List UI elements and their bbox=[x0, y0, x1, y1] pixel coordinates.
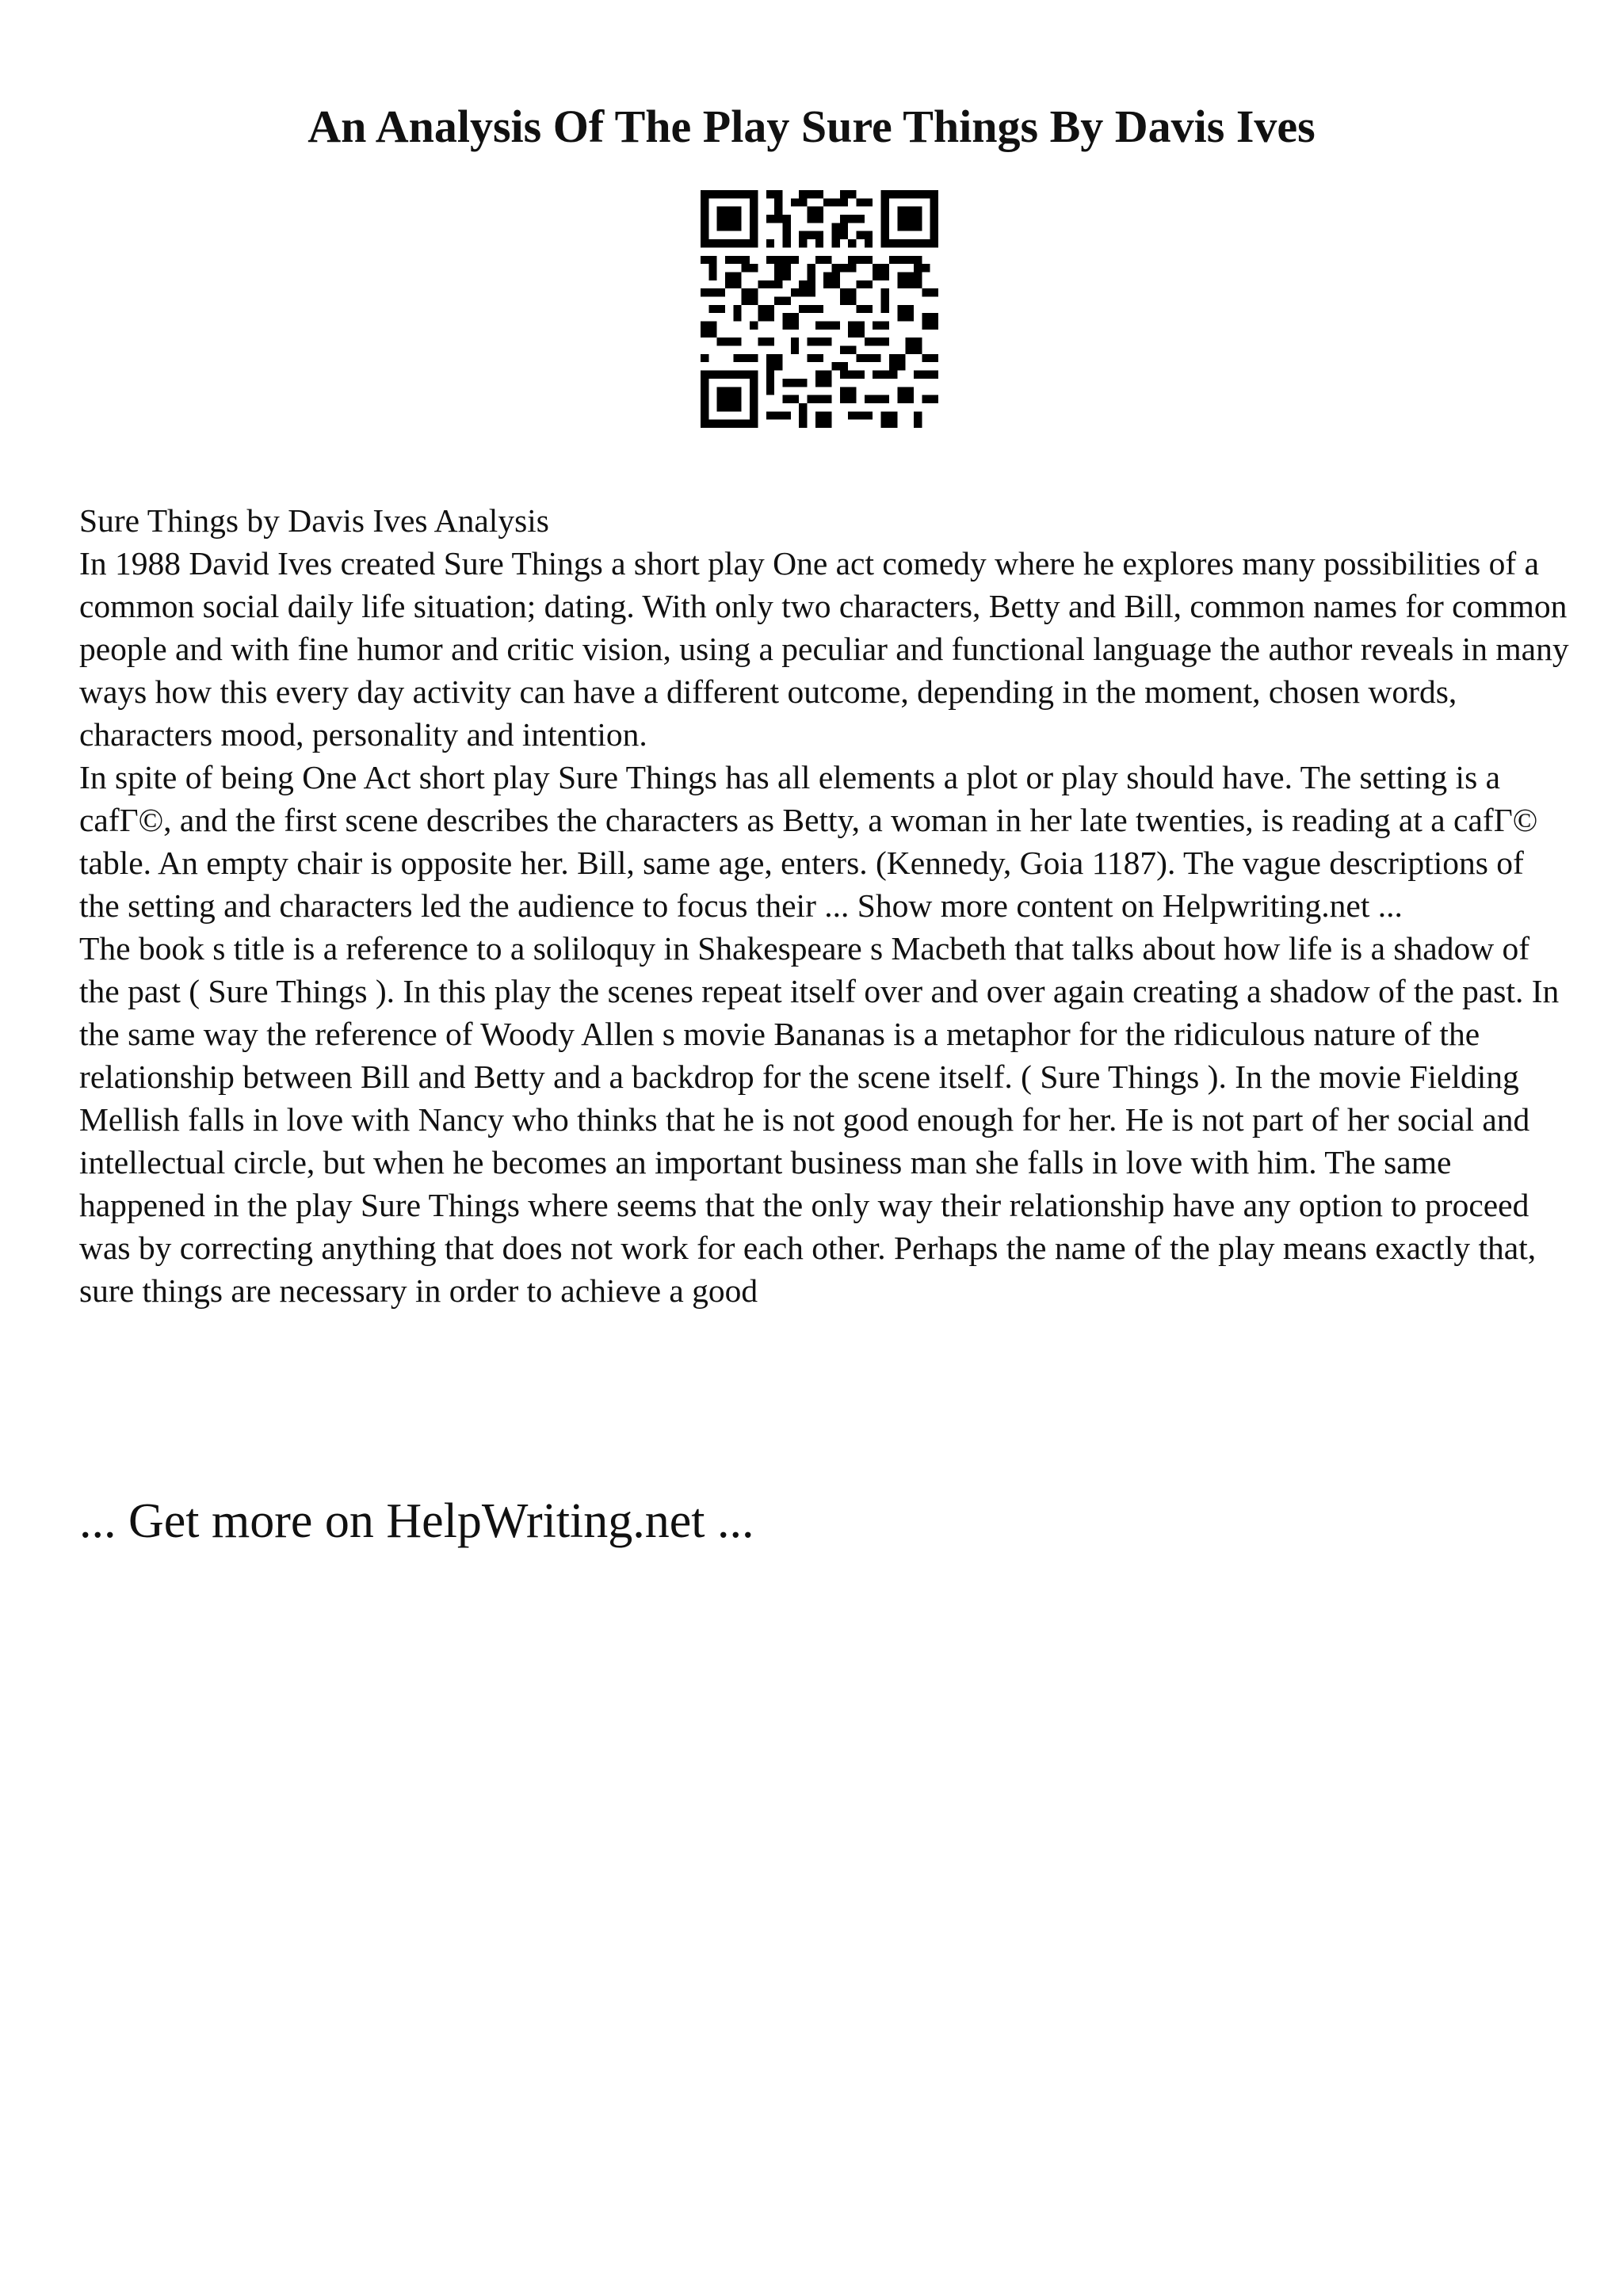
article-body bbox=[79, 499, 1569, 1312]
paragraph-3: The book s title is a reference to a soliloquy in Shakespeare s Macbeth that talks about how life is a shadow of the past ( Sure Things ). In this play the scenes repeat itself over and over again creating a shadow of the past. In the same way the reference of Woody Allen s movie Bananas is a metaphor for the ridiculous nature of the relationship between Bill and Betty and a backdrop for the scene itself. ( Sure Things ). In the movie Fielding Mellish falls in love with Nancy who thinks that he is not good enough for her. He is not part of her social and intellectual circle, but when he becomes an important business man she falls in love with him. The same happened in the play Sure Things where seems that the only way their relationship have any option to proceed was by correcting anything that does not work for each other. Perhaps the name of the play means exactly that, sure things are necessary in order to achieve a good bbox=[79, 930, 1560, 1309]
qr-code-image bbox=[701, 190, 938, 428]
paragraph-heading: Sure Things by Davis Ives Analysis bbox=[79, 502, 549, 539]
paragraph-2: In spite of being One Act short play Sure Things has all elements a plot or play should have. The setting is a cafГ©, and the first scene describes the characters as Betty, a woman in her late twenties, is reading at a cafГ© table. An empty chair is opposite her. Bill, same age, enters. (Kennedy, Goia 1187). The vague descriptions of the setting and characters led the audience to focus their ... Show more content on Helpwriting.net ... bbox=[79, 759, 1538, 924]
page-title: An Analysis Of The Play Sure Things By Davis Ives bbox=[307, 101, 1316, 152]
get-more-link[interactable]: ... Get more on HelpWriting.net ... bbox=[79, 1494, 754, 1548]
paragraph-1: In 1988 David Ives created Sure Things a short play One act comedy where he explores many possibilities of a common social daily life situation; dating. With only two characters, Betty and Bill, common names for common people and with fine humor and critic vision, using a peculiar and functional language the author reveals in many ways how this every day activity can have a different outcome, depending in the moment, chosen words, characters mood, personality and intention. bbox=[79, 545, 1569, 753]
